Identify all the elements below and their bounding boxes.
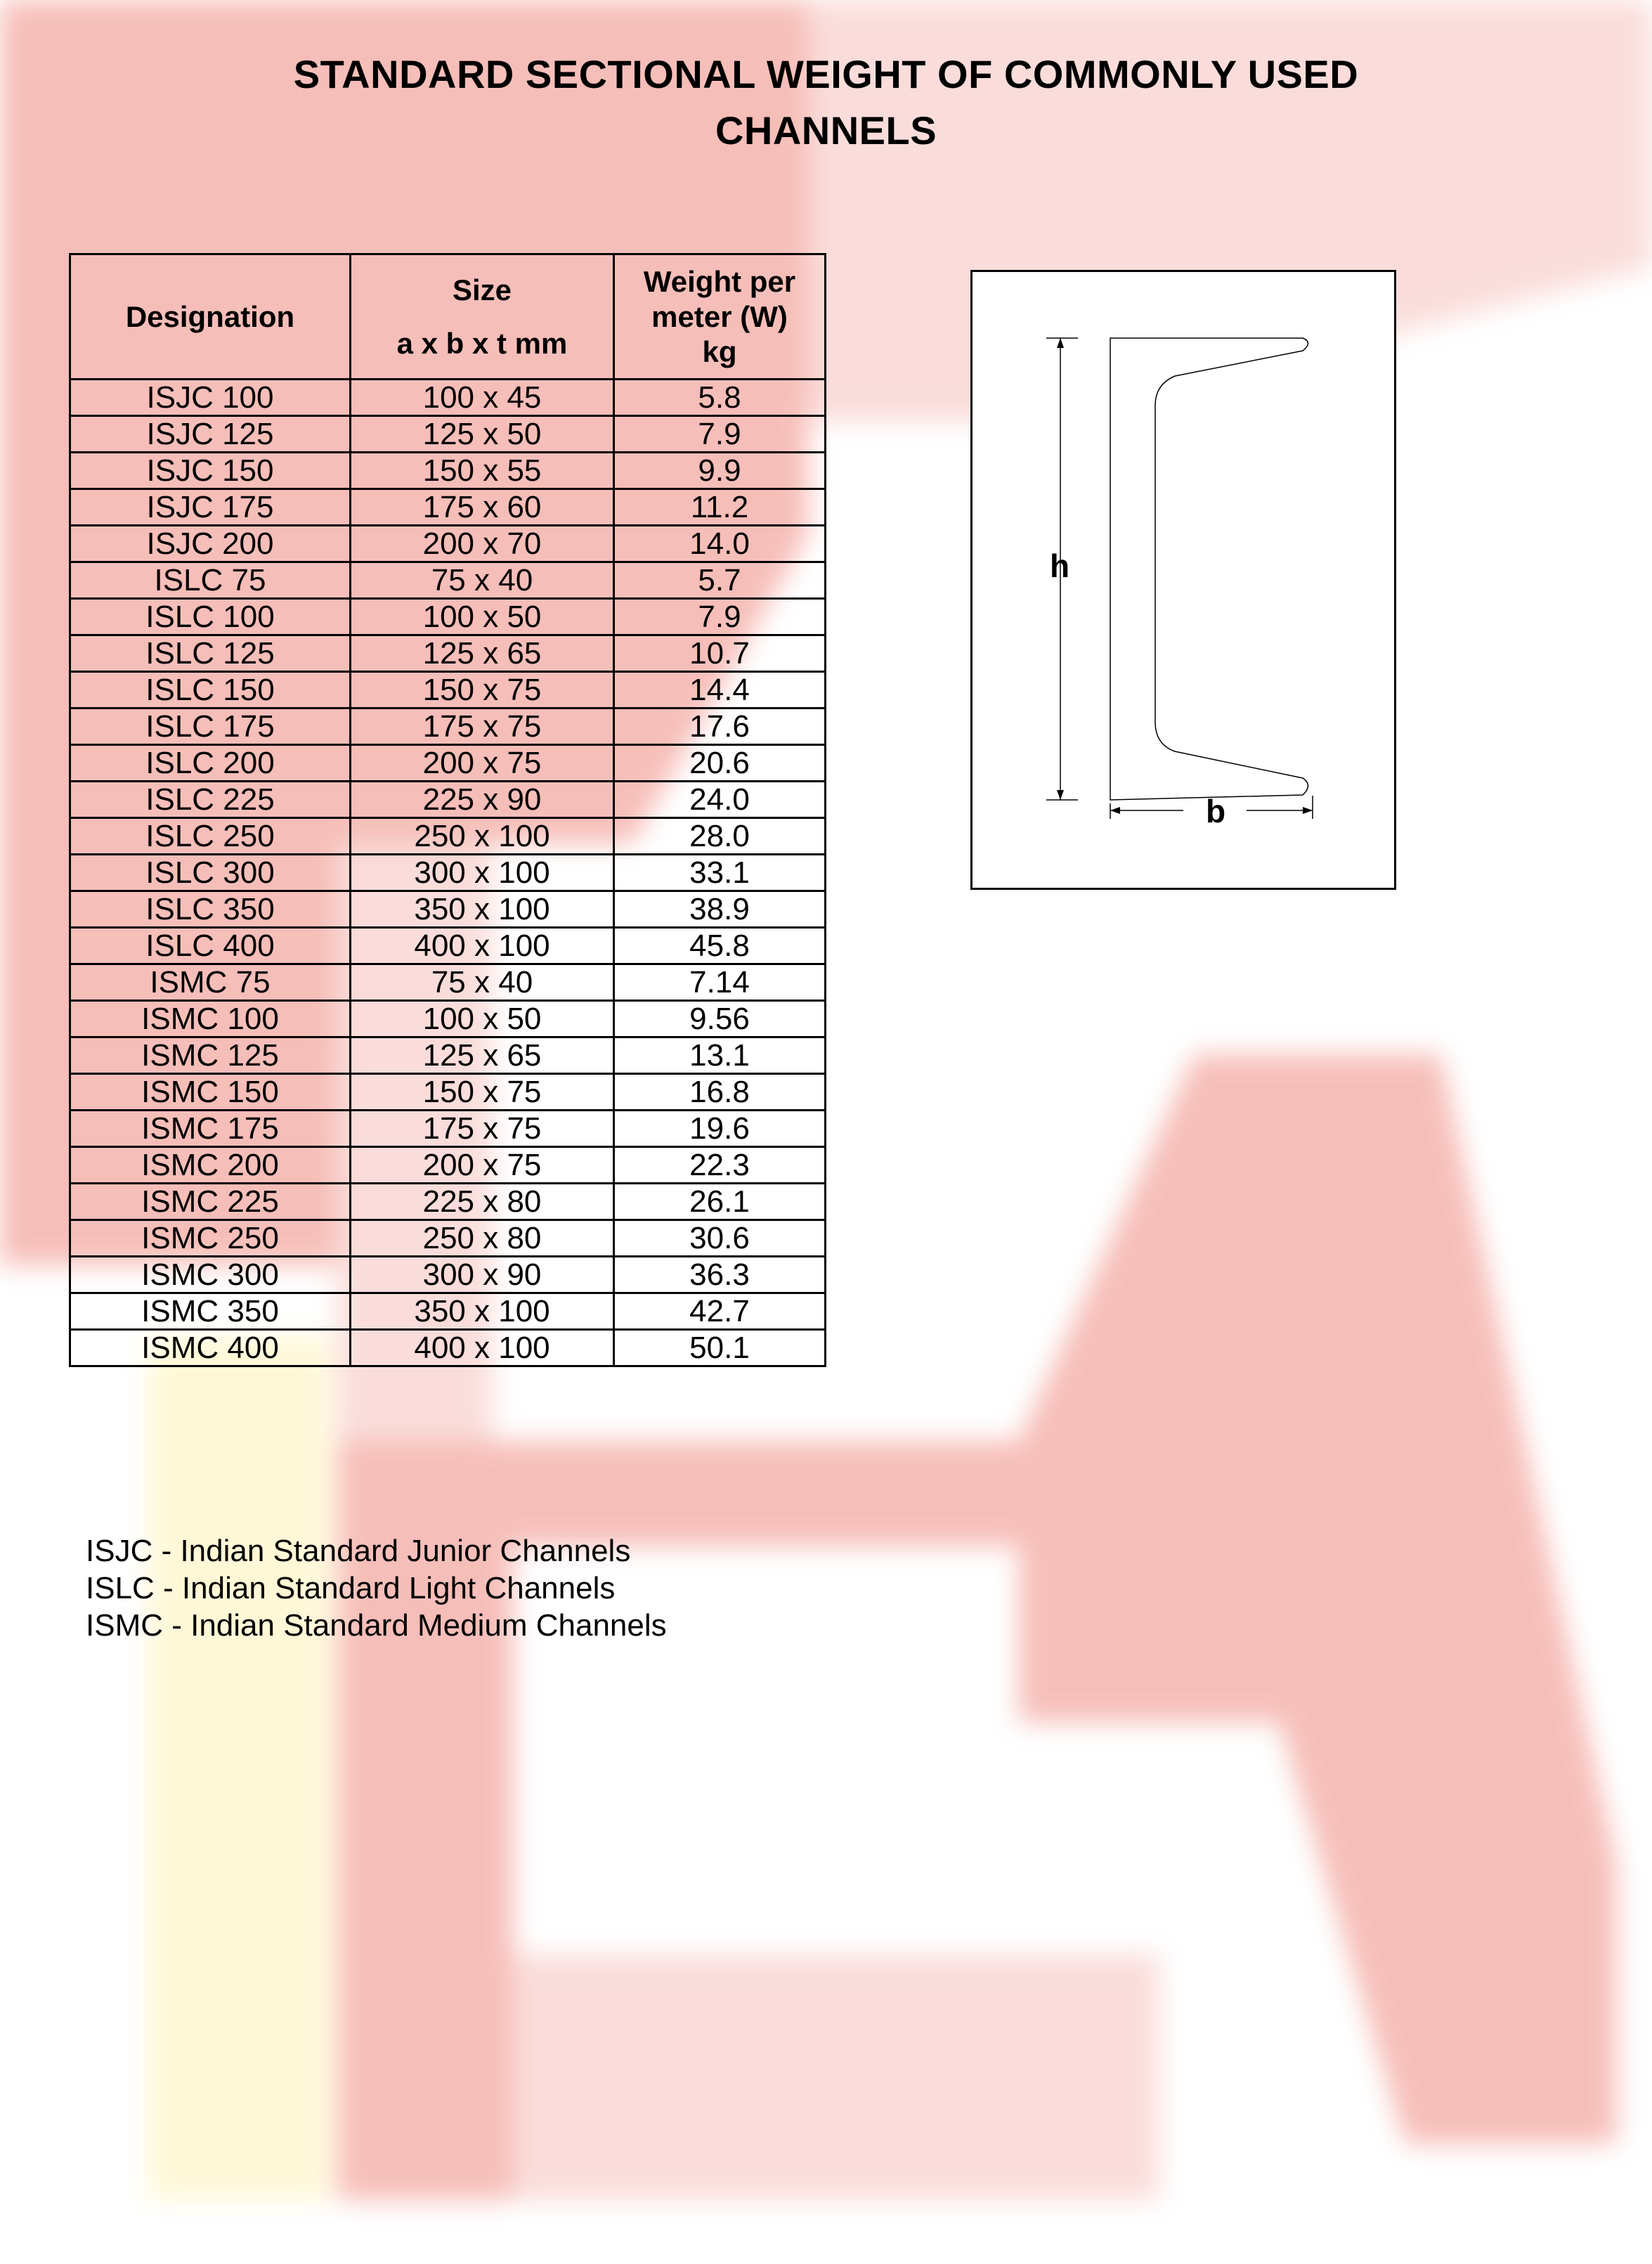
table-row (70, 782, 826, 818)
table-row (70, 672, 826, 709)
cell-size: 250 x 80 (351, 1220, 614, 1257)
cell-weight: 7.14 (614, 964, 826, 1001)
cell-designation: ISLC 250 (70, 818, 351, 855)
table-row (70, 1074, 826, 1111)
cell-size: 100 x 45 (351, 380, 614, 416)
cell-size: 125 x 50 (351, 416, 614, 453)
table-row (70, 1220, 826, 1257)
cell-designation: ISMC 200 (70, 1147, 351, 1184)
cell-weight: 38.9 (614, 891, 826, 928)
cell-size: 150 x 75 (351, 672, 614, 709)
table-row (70, 1037, 826, 1074)
table-row (70, 745, 826, 782)
header-designation (70, 254, 351, 380)
cell-designation: ISMC 100 (70, 1001, 351, 1037)
table-body (70, 380, 826, 1366)
table-row (70, 1257, 826, 1293)
cell-weight: 5.7 (614, 562, 826, 599)
cell-weight: 16.8 (614, 1074, 826, 1111)
page-title-line-2: CHANNELS (715, 108, 937, 153)
header-weight-line-1: Weight per (643, 264, 796, 298)
table-row (70, 891, 826, 928)
cell-designation: ISLC 150 (70, 672, 351, 709)
cell-designation: ISMC 300 (70, 1257, 351, 1293)
cell-size: 150 x 75 (351, 1074, 614, 1111)
cell-weight: 30.6 (614, 1220, 826, 1257)
table-header-row (70, 254, 826, 380)
cell-designation: ISLC 300 (70, 855, 351, 891)
table-row (70, 380, 826, 416)
cell-size: 125 x 65 (351, 635, 614, 672)
cell-weight: 26.1 (614, 1184, 826, 1220)
cell-size: 225 x 90 (351, 782, 614, 818)
cell-weight: 10.7 (614, 635, 826, 672)
table-row (70, 1330, 826, 1366)
header-designation-label: Designation (125, 299, 295, 333)
cell-weight: 20.6 (614, 745, 826, 782)
channel-weight-table (69, 253, 826, 1367)
cell-size: 400 x 100 (351, 928, 614, 964)
channel-profile-drawing (973, 272, 1398, 892)
cell-designation: ISJC 175 (70, 489, 351, 526)
cell-weight: 22.3 (614, 1147, 826, 1184)
table-row (70, 526, 826, 562)
table-row (70, 964, 826, 1001)
cell-weight: 11.2 (614, 489, 826, 526)
cell-size: 125 x 65 (351, 1037, 614, 1074)
cell-designation: ISLC 225 (70, 782, 351, 818)
page-title-line-1: STANDARD SECTIONAL WEIGHT OF COMMONLY USED (293, 52, 1359, 96)
cell-size: 300 x 90 (351, 1257, 614, 1293)
header-weight (614, 254, 826, 380)
cell-designation: ISJC 125 (70, 416, 351, 453)
cell-size: 200 x 70 (351, 526, 614, 562)
header-size-label: Size (452, 273, 512, 306)
cell-weight: 42.7 (614, 1293, 826, 1330)
cell-weight: 17.6 (614, 709, 826, 745)
cell-size: 400 x 100 (351, 1330, 614, 1366)
cell-designation: ISMC 400 (70, 1330, 351, 1366)
height-arrow-top (1057, 338, 1064, 348)
cell-designation: ISMC 150 (70, 1074, 351, 1111)
cell-size: 150 x 55 (351, 453, 614, 489)
table-row (70, 928, 826, 964)
table-row (70, 1111, 826, 1147)
cell-designation: ISLC 100 (70, 599, 351, 635)
table-row (70, 1147, 826, 1184)
channel-section-diagram (970, 270, 1396, 890)
cell-designation: ISMC 175 (70, 1111, 351, 1147)
cell-size: 225 x 80 (351, 1184, 614, 1220)
table-row (70, 489, 826, 526)
channel-outline (1110, 338, 1308, 800)
cell-size: 350 x 100 (351, 891, 614, 928)
header-weight-line-2: meter (W) (651, 299, 788, 333)
cell-weight: 9.56 (614, 1001, 826, 1037)
cell-designation: ISMC 350 (70, 1293, 351, 1330)
cell-designation: ISLC 200 (70, 745, 351, 782)
cell-weight: 14.4 (614, 672, 826, 709)
width-arrow-right (1303, 807, 1313, 814)
cell-weight: 7.9 (614, 599, 826, 635)
legend-ismc: ISMC - Indian Standard Medium Channels (86, 1608, 667, 1643)
table-row (70, 453, 826, 489)
cell-size: 100 x 50 (351, 599, 614, 635)
table-row (70, 1184, 826, 1220)
cell-designation: ISMC 75 (70, 964, 351, 1001)
cell-designation: ISLC 400 (70, 928, 351, 964)
header-size-units: a x b x t mm (396, 326, 568, 360)
cell-size: 100 x 50 (351, 1001, 614, 1037)
cell-weight: 36.3 (614, 1257, 826, 1293)
cell-size: 200 x 75 (351, 745, 614, 782)
cell-size: 350 x 100 (351, 1293, 614, 1330)
page-title (0, 46, 1652, 159)
table-row (70, 416, 826, 453)
cell-size: 300 x 100 (351, 855, 614, 891)
cell-weight: 28.0 (614, 818, 826, 855)
cell-designation: ISMC 250 (70, 1220, 351, 1257)
table-row (70, 599, 826, 635)
cell-size: 250 x 100 (351, 818, 614, 855)
cell-designation: ISJC 150 (70, 453, 351, 489)
cell-designation: ISMC 125 (70, 1037, 351, 1074)
height-arrow-bottom (1057, 790, 1064, 800)
width-label: b (1206, 793, 1226, 829)
table-row (70, 635, 826, 672)
abbreviation-legend (86, 1532, 667, 1644)
cell-weight: 5.8 (614, 380, 826, 416)
cell-weight: 19.6 (614, 1111, 826, 1147)
header-size (351, 254, 614, 380)
cell-weight: 50.1 (614, 1330, 826, 1366)
header-weight-units: kg (702, 335, 737, 368)
cell-designation: ISLC 350 (70, 891, 351, 928)
cell-weight: 9.9 (614, 453, 826, 489)
table-row (70, 709, 826, 745)
cell-size: 175 x 75 (351, 1111, 614, 1147)
cell-designation: ISLC 125 (70, 635, 351, 672)
legend-islc: ISLC - Indian Standard Light Channels (86, 1571, 616, 1605)
legend-isjc: ISJC - Indian Standard Junior Channels (86, 1534, 631, 1568)
cell-size: 75 x 40 (351, 964, 614, 1001)
cell-weight: 14.0 (614, 526, 826, 562)
cell-designation: ISJC 200 (70, 526, 351, 562)
table-row (70, 1293, 826, 1330)
cell-size: 175 x 60 (351, 489, 614, 526)
cell-designation: ISJC 100 (70, 380, 351, 416)
cell-weight: 13.1 (614, 1037, 826, 1074)
cell-size: 200 x 75 (351, 1147, 614, 1184)
cell-designation: ISLC 175 (70, 709, 351, 745)
cell-designation: ISMC 225 (70, 1184, 351, 1220)
cell-size: 75 x 40 (351, 562, 614, 599)
table-row (70, 562, 826, 599)
cell-weight: 45.8 (614, 928, 826, 964)
table-row (70, 1001, 826, 1037)
cell-weight: 7.9 (614, 416, 826, 453)
table-row (70, 818, 826, 855)
cell-designation: ISLC 75 (70, 562, 351, 599)
table-row (70, 855, 826, 891)
height-label: h (1050, 548, 1070, 584)
cell-size: 175 x 75 (351, 709, 614, 745)
cell-weight: 24.0 (614, 782, 826, 818)
width-arrow-left (1110, 807, 1120, 814)
cell-weight: 33.1 (614, 855, 826, 891)
